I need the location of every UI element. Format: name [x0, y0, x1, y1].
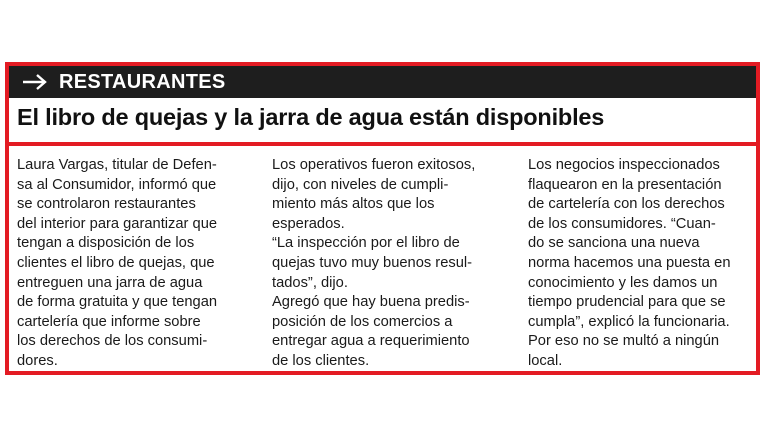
section-bar: [9, 66, 756, 98]
headline-divider: [9, 142, 756, 146]
column-1: [17, 156, 239, 372]
column-3-text: Los negocios inspeccionados flaquearon en la presentación de cartelería con los derechos de los consumidores. “Cuan- do se sanciona una nueva norma hacemos una puesta en conocimiento y les damos un tiempo prudencial para que se cumpla”, explicó la funcionaria. Por eso no se multó a ningún local.: [528, 157, 731, 369]
article-frame: [5, 62, 760, 375]
arrow-right-icon: [21, 71, 51, 93]
column-1-text: Laura Vargas, titular de Defen- sa al Consumidor, informó que se controlaron restaurantes del interior para garantizar que tengan a disposición de los clientes el libro de quejas, que entreguen una jarra de agua de forma gratuita y que tengan cartelería que informe sobre los derechos de los consumi- dores.: [17, 157, 218, 369]
section-label: RESTAURANTES: [59, 70, 226, 93]
headline: El libro de quejas y la jarra de agua están disponibles: [17, 104, 605, 130]
column-3: [528, 156, 750, 372]
column-2-text: Los operativos fueron exitosos, dijo, con niveles de cumpli- miento más altos que los esperados. “La inspección por el libro de quejas tuvo muy buenos resul- tados”, dijo. Agregó que hay buena predis- posición de los comercios a entregar agua a requerimiento de los clientes.: [272, 157, 476, 369]
column-2: [272, 156, 494, 372]
